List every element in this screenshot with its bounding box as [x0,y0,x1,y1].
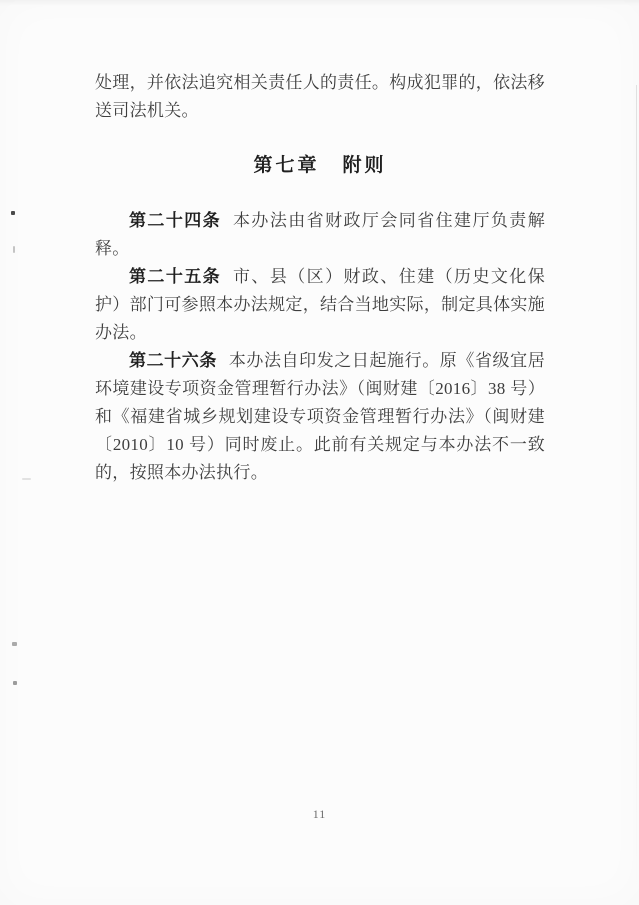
article-26-text: 本办法自印发之日起施行。原《省级宜居环境建设专项资金管理暂行办法》（闽财建〔2016〕38 号）和《福建省城乡规划建设专项资金管理暂行办法》（闽财建〔2010〕10 号）同时废止。此前有关规定与本办法不一致的，按照本办法执行。 [95,351,546,482]
article-26-label: 第二十六条 [129,351,217,370]
article-24-text: 本办法由省财政厅会同省住建厅负责解释。 [95,211,546,258]
scan-speck [12,642,17,646]
page-number: 11 [312,807,327,821]
scan-speck [13,246,15,253]
scan-speck [11,211,15,215]
scan-speck [13,681,17,685]
article-25-text: 市、县（区）财政、住建（历史文化保护）部门可参照本办法规定，结合当地实际，制定具体实施办法。 [95,267,546,342]
chapter-number: 第七章 [253,155,320,176]
scan-edge-artifact [636,85,637,905]
chapter-heading [95,152,545,180]
article-24 [95,207,545,263]
document-body [95,69,545,487]
paragraph-continuation: 处理，并依法追究相关责任人的责任。构成犯罪的，依法移送司法机关。 [95,73,545,120]
article-25-label: 第二十五条 [129,267,222,286]
article-25 [95,263,545,347]
scan-speck [22,478,31,480]
article-26 [95,347,545,487]
chapter-title: 附则 [342,155,387,176]
article-24-label: 第二十四条 [129,211,222,230]
